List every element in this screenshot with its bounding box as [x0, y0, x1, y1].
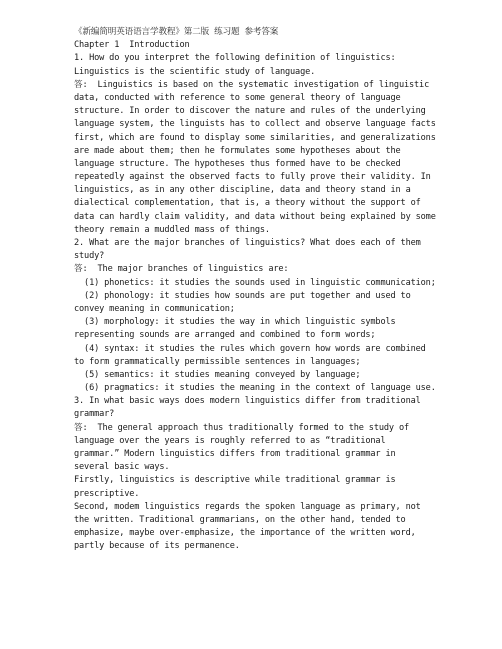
text-line: 1. How do you interpret the following definition of linguistics: — [74, 53, 396, 64]
text-line: the written. Traditional grammarians, on the other hand, tended to — [74, 514, 406, 525]
text-line: 答: Linguistics is based on the systematic investigation of linguistic — [74, 79, 430, 90]
text-line: representing sounds are arranged and combined to form words; — [74, 330, 376, 341]
text-line: 3. In what basic ways does modern linguistics differ from traditional — [74, 396, 421, 407]
text-line: to form grammatically permissible sentences in languages; — [74, 356, 361, 367]
text-line: data, conducted with reference to some general theory of language — [74, 92, 401, 103]
document-page — [74, 26, 440, 554]
text-line: 2. What are the major branches of linguistics? What does each of them — [74, 238, 421, 248]
text-line: are made about them; then he formulates some hypotheses about the — [74, 145, 401, 156]
text-line: (4) syntax: it studies the rules which govern how words are combined — [74, 343, 426, 354]
text-line: Second, modem linguistics regards the spoken language as primary, not — [74, 501, 421, 512]
chapter-heading: Chapter 1 Introduction — [74, 40, 190, 51]
text-line: Firstly, linguistics is descriptive while traditional grammar is — [74, 475, 396, 486]
text-line: language structure. The hypotheses thus formed have to be checked — [74, 158, 401, 169]
text-line: (3) morphology: it studies the way in which linguistic symbols — [74, 317, 396, 328]
text-line: grammar.” Modern linguistics differs from traditional grammar in — [74, 449, 396, 459]
text-line: prescriptive. — [74, 488, 140, 499]
text-line: language system, the linguists has to collect and observe language facts — [74, 119, 436, 130]
text-line: first, which are found to display some similarities, and generalizations — [74, 132, 436, 143]
text-line: (6) pragmatics: it studies the meaning in the context of language use. — [74, 383, 436, 394]
text-line: several basic ways. — [74, 462, 170, 473]
document-title: 《新编简明英语语言学教程》第二版 练习题 参考答案 — [74, 27, 279, 37]
text-line: structure. In order to discover the nature and rules of the underlying — [74, 106, 426, 117]
text-line: partly because of its permanence. — [74, 541, 240, 552]
text-line: emphasize, maybe over-emphasize, the importance of the written word, — [74, 528, 416, 539]
text-line: (5) semantics: it studies meaning conveyed by language; — [74, 369, 361, 380]
text-line: (1) phonetics: it studies the sounds used in linguistic communication; — [74, 277, 436, 288]
text-line: data can hardly claim validity, and data without being explained by some — [74, 211, 436, 222]
text-line: 答: The general approach thus traditionally formed to the study of — [74, 422, 409, 433]
text-line: study? — [74, 251, 105, 262]
text-line: dialectical complementation, that is, a theory without the support of — [74, 198, 421, 209]
text-line: grammar? — [74, 409, 115, 420]
text-line: (2) phonology: it studies how sounds are put together and used to — [74, 290, 411, 301]
text-line: linguistics, as in any other discipline, data and theory stand in a — [74, 185, 411, 196]
text-line: theory remain a muddled mass of things. — [74, 224, 270, 235]
text-line: language over the years is roughly referred to as “traditional — [74, 435, 386, 446]
text-line: convey meaning in communication; — [74, 303, 235, 314]
text-line: 答: The major branches of linguistics are: — [74, 264, 289, 275]
text-line: repeatedly against the observed facts to fully prove their validity. In — [74, 172, 431, 183]
text-line: Linguistics is the scientific study of language. — [74, 66, 316, 77]
